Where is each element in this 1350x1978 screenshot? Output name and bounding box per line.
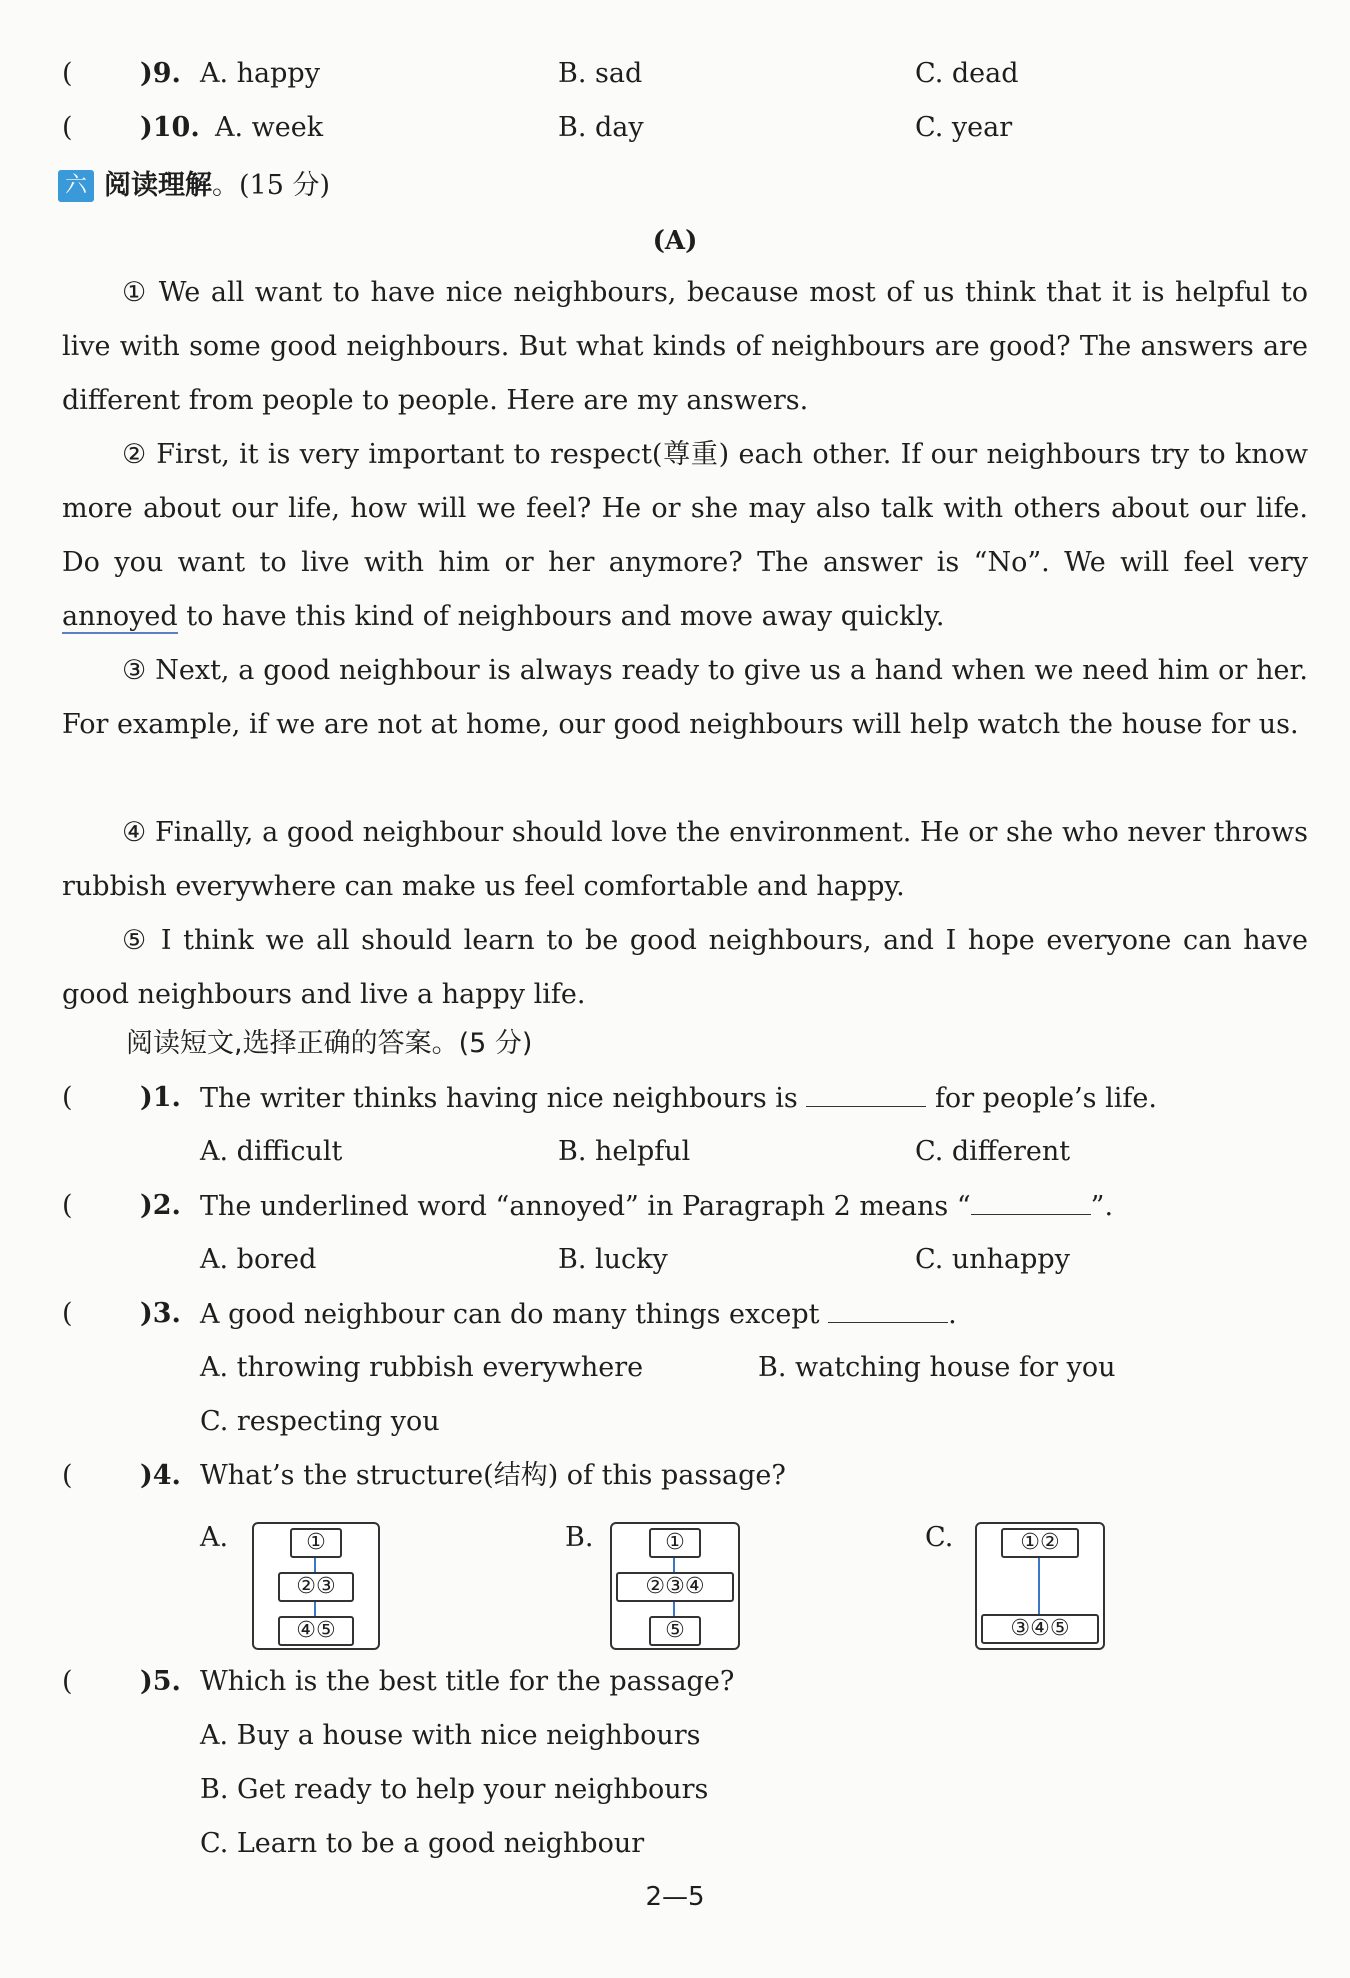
section-title: 阅读理解 xyxy=(104,170,212,201)
option-a: A. xyxy=(200,1522,229,1553)
question-stem: The underlined word “annoyed” in Paragraph 2 means “ ”. xyxy=(200,1188,1113,1225)
option-a: A. Buy a house with nice neighbours xyxy=(200,1720,701,1751)
option-a: A. happy xyxy=(200,58,320,89)
section-heading xyxy=(58,168,330,204)
diagram-box: ① xyxy=(290,1528,342,1558)
option-a: A. week xyxy=(215,112,324,143)
instruction: 阅读短文,选择正确的答案。(5 分) xyxy=(126,1028,533,1059)
paragraph-5: ⑤ I think we all should learn to be good neighbours, and I hope everyone can have good neighbours and live a happy life. xyxy=(62,925,1308,1010)
option-c: C. different xyxy=(915,1136,1071,1167)
question-stem: What’s the structure(结构) of this passage? xyxy=(200,1460,786,1491)
page-number: 2—5 xyxy=(645,1882,705,1912)
answer-blank xyxy=(828,1296,948,1323)
diagram-box: ① xyxy=(649,1528,701,1558)
answer-paren: ( xyxy=(62,1190,73,1221)
question-number: )4. xyxy=(140,1460,181,1491)
answer-paren: ( xyxy=(62,1298,73,1329)
option-b: B. watching house for you xyxy=(758,1352,1116,1383)
question-number: )1. xyxy=(140,1082,181,1113)
option-a: A. difficult xyxy=(200,1136,343,1167)
underlined-word: annoyed xyxy=(62,601,178,632)
option-b: B. Get ready to help your neighbours xyxy=(200,1774,709,1805)
section-score: 。(15 分) xyxy=(212,170,331,201)
question-number: )9. xyxy=(140,58,181,89)
section-number-icon: 六 xyxy=(58,170,94,202)
structure-diagram-c xyxy=(975,1522,1105,1650)
diagram-box: ④⑤ xyxy=(278,1616,354,1646)
passage-title: (A) xyxy=(652,226,698,256)
question-number: )2. xyxy=(140,1190,181,1221)
diagram-box: ①② xyxy=(1001,1528,1079,1558)
question-number: )3. xyxy=(140,1298,181,1329)
option-b: B. xyxy=(565,1522,594,1553)
diagram-box: ②③④ xyxy=(616,1572,734,1602)
option-b: B. sad xyxy=(558,58,643,89)
answer-paren: ( xyxy=(62,1666,73,1697)
question-stem: A good neighbour can do many things except . xyxy=(200,1296,957,1333)
diagram-box: ⑤ xyxy=(649,1616,701,1646)
option-b: B. day xyxy=(558,112,644,143)
answer-paren: ( xyxy=(62,1460,73,1491)
structure-diagram-b xyxy=(610,1522,740,1650)
option-c: C. year xyxy=(915,112,1013,143)
diagram-box: ②③ xyxy=(278,1572,354,1602)
option-b: B. helpful xyxy=(558,1136,691,1167)
paragraph-1: ① We all want to have nice neighbours, because most of us think that it is helpful to live with some good neighbours. But what kinds of neighbours are good? The answers are different from people to people. Here are my answers. xyxy=(62,277,1308,416)
answer-paren: ( xyxy=(62,1082,73,1113)
paragraph-2: ② First, it is very important to respect(尊重) each other. If our neighbours try to know more about our life, how will we feel? He or she may also talk with others about our life. Do you want to live with him or her anymore? The answer is “No”. We will feel very annoyed to have this kind of neighbours and move away quickly. xyxy=(62,439,1308,632)
question-stem: Which is the best title for the passage? xyxy=(200,1666,735,1697)
paragraph-3: ③ Next, a good neighbour is always ready to give us a hand when we need him or her. For example, if we are not at home, our good neighbours will help watch the house for us. xyxy=(62,655,1308,740)
answer-blank xyxy=(971,1188,1091,1215)
option-c: C. unhappy xyxy=(915,1244,1070,1275)
question-number: )10. xyxy=(140,112,200,143)
option-c: C. respecting you xyxy=(200,1406,440,1437)
option-a: A. throwing rubbish everywhere xyxy=(200,1352,644,1383)
option-c: C. xyxy=(925,1522,954,1553)
answer-paren: ( xyxy=(62,112,73,143)
option-c: C. dead xyxy=(915,58,1019,89)
paragraph-4: ④ Finally, a good neighbour should love the environment. He or she who never throws rubbish everywhere can make us feel comfortable and happy. xyxy=(62,817,1308,902)
question-number: )5. xyxy=(140,1666,181,1697)
option-b: B. lucky xyxy=(558,1244,668,1275)
option-a: A. bored xyxy=(200,1244,317,1275)
diagram-box: ③④⑤ xyxy=(981,1614,1099,1644)
structure-diagram-a xyxy=(252,1522,380,1650)
answer-paren: ( xyxy=(62,58,73,89)
option-c: C. Learn to be a good neighbour xyxy=(200,1828,645,1859)
answer-blank xyxy=(806,1080,926,1107)
question-stem: The writer thinks having nice neighbours is for people’s life. xyxy=(200,1080,1157,1117)
